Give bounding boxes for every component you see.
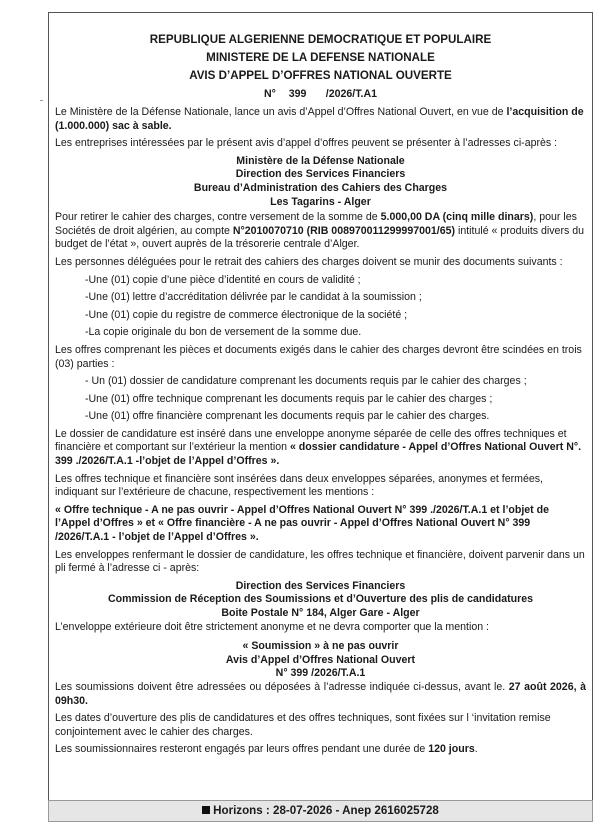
list-item: -Une (01) lettre d’accréditation délivrée par le candidat à la soumission ; [85,291,422,304]
intro-object: l’acquisition de (1.000.000) sac à sable. [55,106,584,132]
list-item: -La copie originale du bon de versement de la somme due. [85,326,362,339]
address-line: Ministère de la Défense Nationale [236,154,405,167]
mention-block [55,640,586,680]
paragraph-address-intro: Les entreprises intéressées par le présent avis d’appel d’offres peuvent se présenter à l’adresses ci-après : [55,137,558,150]
footer-bar [48,800,593,822]
header-republic: REPUBLIQUE ALGERIENNE DEMOCRATIQUE ET POPULAIRE [149,33,492,46]
validity-duration: 120 jours [428,743,475,756]
number-suffix: /2026/T.A1 [325,88,378,100]
address-line: Commission de Réception des Soumissions et d’Ouverture des plis de candidatures [107,593,534,606]
address-line: Les Tagarins - Alger [270,195,371,208]
address-line: Bureau d’Administration des Cahiers des Charges [193,181,448,194]
envelope-text: Le dossier de candidature est inséré dans une enveloppe anonyme séparée de celle des offres techniques et financière et comportant sur l’extérieur la mention [55,427,567,454]
address-block-1 [55,155,586,208]
validity-text: . [474,743,478,756]
notice-content [55,31,586,761]
list-item: -Une (01) offre financière comprenant les documents requis par le cahier des charges. [85,410,490,423]
paragraph-documents: Les personnes déléguées pour le retrait des cahiers des charges doivent se munir des documents suivants : [55,255,563,268]
payment-amount: 5.000,00 DA (cinq mille dinars) [380,211,534,224]
header-ministry: MINISTERE DE LA DEFENSE NATIONALE [206,51,435,64]
validity-text: Les soumissionnaires resteront engagés par leurs offres pendant une durée de [55,743,429,756]
payment-text: intitulé « produits divers du budget de l’état », ouvert auprès de la trésorerie centrale d’Alger. [55,224,584,251]
intro-text: Le Ministère de la Défense Nationale, lance un avis d’Appel d’Offres National Ouvert, en vue de [55,106,507,118]
deadline-date: 27 août 2026, à 09h30. [55,680,586,707]
address-line: Direction des Services Financiers [235,579,406,592]
paragraph-deadline [55,681,586,708]
header-number [55,85,586,103]
mention-line: N° 399 /2026/T.A.1 [275,667,366,680]
mention-line: « Soumission » à ne pas ouvrir [242,640,399,653]
list-item: -Une (01) offre technique comprenant les documents requis par le cahier des charges ; [85,392,493,405]
paragraph-envelope [55,428,586,469]
paragraph-offers: Les offres comprenant les pièces et documents exigés dans le cahier des charges devront être scindées en trois (03) parties : [55,343,582,370]
mention-line: Avis d’Appel d’Offres National Ouvert [225,653,416,666]
number-prefix: N° [263,88,276,100]
list-item: - Un (01) dossier de candidature comprenant les documents requis par le cahier des charges ; [85,375,527,388]
address-line: Boite Postale N° 184, Alger Gare - Alger [221,607,420,619]
deadline-text: Les soumissions doivent être adressées ou déposées à l’adresse indiquée ci-dessus, avant le. [55,680,509,693]
paragraph-intro [55,106,586,133]
header-title: AVIS D’APPEL D’OFFRES NATIONAL OUVERTE [189,69,452,82]
paragraph-outer-envelope: L’enveloppe extérieure doit être strictement anonyme et ne devra comporter que la mention : [55,620,490,633]
payment-text: , pour les Sociétés de droit algérien, au compte [55,211,577,237]
paragraph-opening-dates: Les dates d’ouverture des plis de candidatures et des offres techniques, sont fixées sur l ‘invitation remise conjointement avec le cahier des charges. [55,712,551,738]
paragraph-payment [55,211,586,252]
address-line: Direction des Services Financiers [235,168,406,181]
paragraph-delivery: Les enveloppes renfermant le dossier de candidature, les offres technique et financière, doivent parvenir dans un pli fermé à l’adresse ci - après: [55,548,585,575]
paragraph-mentions: « Offre technique - A ne pas ouvrir - Appel d’Offres National Ouvert N° 399 ./2026/T.A.1 et l’objet de l’Appel d’Offres » et « Offre financière - A ne pas ouvrir - Appel d’Offres National Ouvert N° 399 /2026/T.A.1 - l’objet de l’Appel d’Offres ». [55,503,550,544]
notice-frame [48,12,593,800]
footer-text: Horizons : 28-07-2026 - Anep 2616025728 [213,804,439,817]
envelope-mention: « dossier candidature - Appel d’Offres National Ouvert N°. 399 ./2026/T.A.1 -l’objet de l’Appel d’Offres ». [55,441,582,468]
payment-text: Pour retirer le cahier des charges, contre versement de la somme de [55,211,381,224]
number-value: 399 [288,88,307,100]
address-block-2 [55,580,586,620]
square-bullet-icon [202,806,210,814]
paragraph-validity [55,743,586,757]
list-item: -Une (01) copie d’une pièce d’identité en cours de validité ; [85,273,361,286]
payment-account: N°2010070710 (RIB 008970011299997001/65) [232,224,456,237]
margin-mark [40,100,43,101]
paragraph-separate-envelopes: Les offres technique et financière sont insérées dans deux enveloppes séparées, anonymes et fermées, indiquant sur l’extérieure de chacune, respectivement les mentions : [55,472,544,499]
list-item: -Une (01) copie du registre de commerce électronique de la société ; [85,308,408,321]
